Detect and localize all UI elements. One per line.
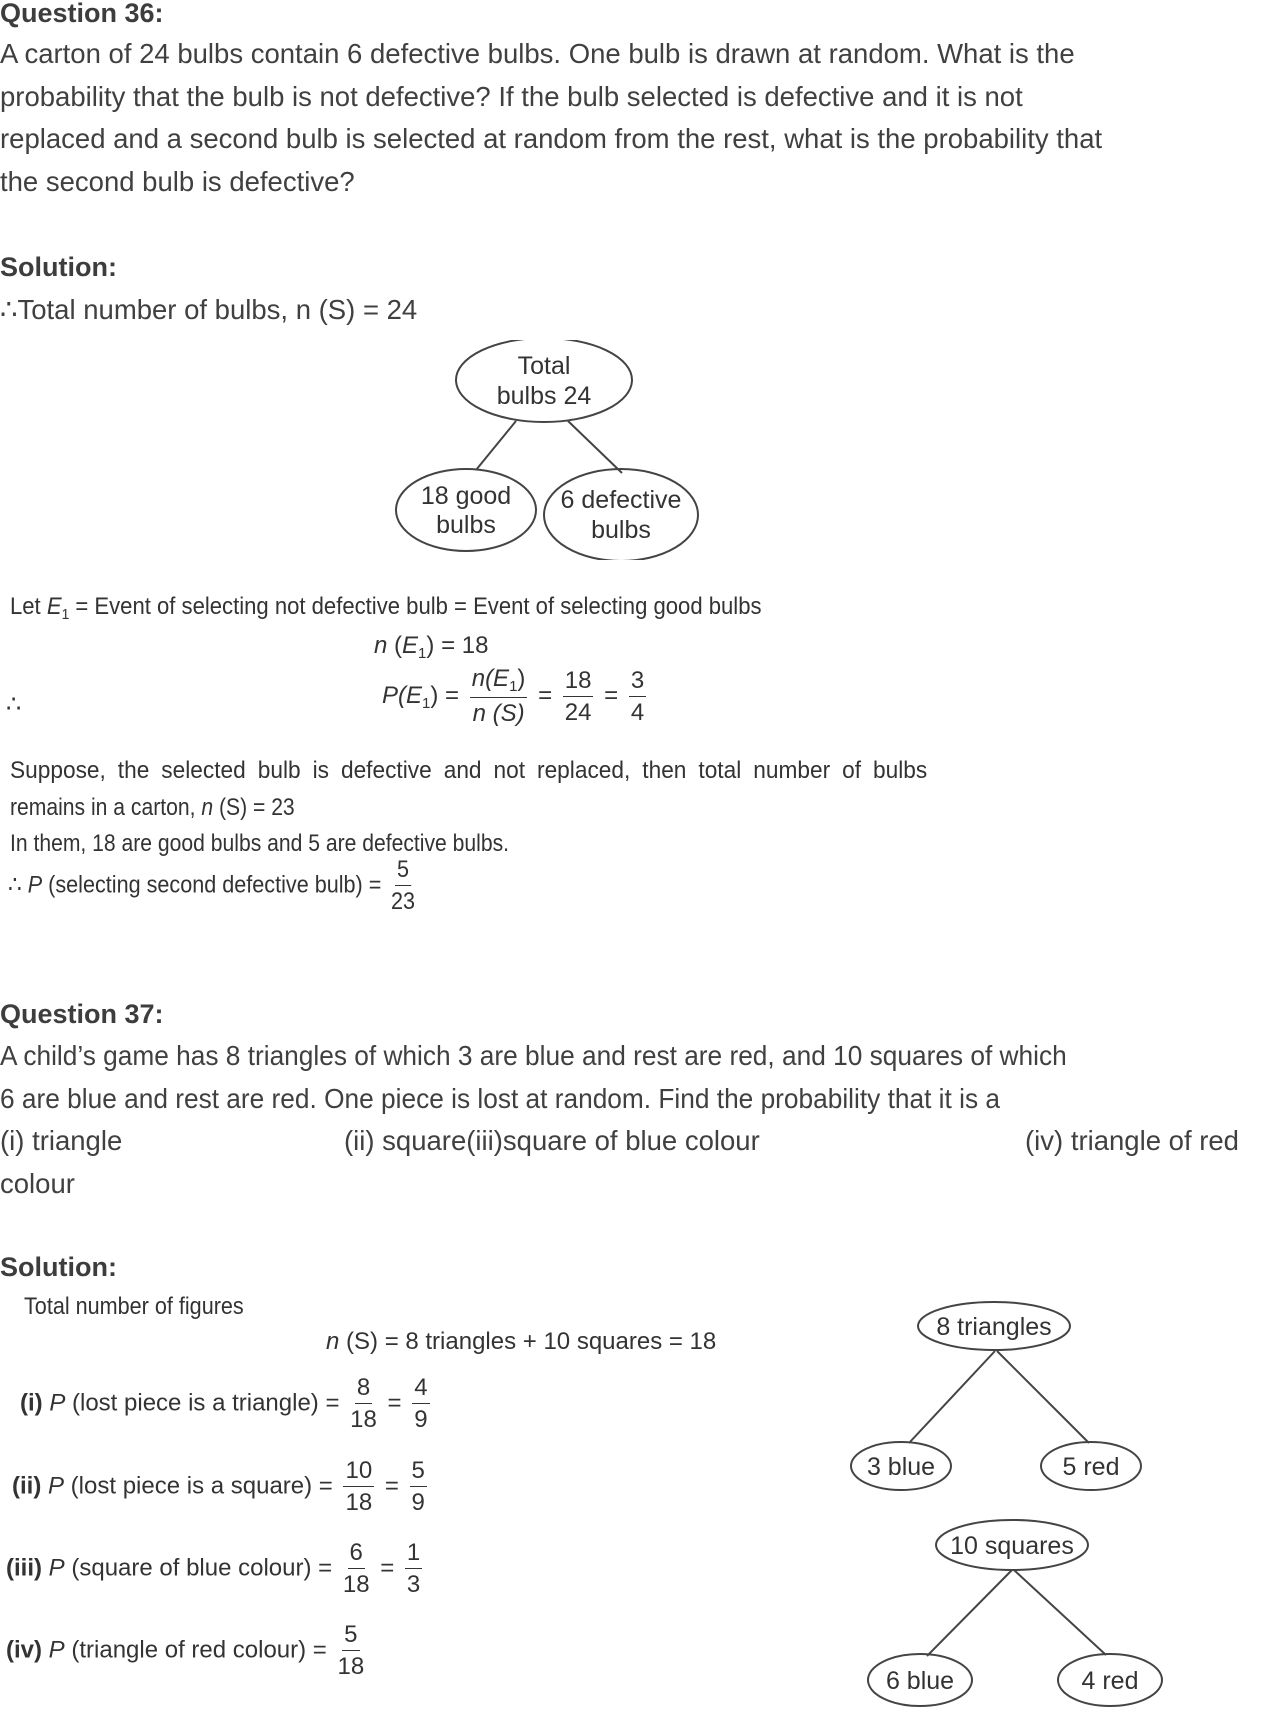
in-them-line: In them, 18 are good bulbs and 5 are defective bulbs. [10,830,510,857]
question-37-text-line: A child’s game has 8 triangles of which 3 are blue and rest are red, and 10 squares of which [0,1040,1067,1071]
question-36-text-line: the second bulb is defective? [0,166,355,197]
total-figures-label: Total number of figures [24,1293,244,1320]
fraction: $\frac{18}{24}$ [564,666,592,726]
second-defective-probability: ∴ P (selecting second defective bulb) = $\frac{5}{23}$ [8,856,416,915]
question-36-text-line: A carton of 24 bulbs contain 6 defective bulbs. One bulb is drawn at random. What is the [0,38,1075,69]
question-37-heading: Question 37: [0,999,164,1029]
question-36-heading: Question 36: [0,0,164,28]
defective-node-label: 6 defective [560,486,682,514]
therefore-symbol: ∴ [6,691,22,718]
triangles-root-label: 8 triangles [936,1313,1052,1341]
suppose-line: Suppose, the selected bulb is defective and not replaced, then total number of bulbs [10,757,928,784]
triangles-blue-label: 3 blue [866,1453,936,1481]
squares-red-label: 4 red [1081,1667,1139,1695]
part-i-equation: (i) P (lost piece is a triangle) = $\frac{8}{18}$ = $\frac{4}{9}$ [20,1374,428,1433]
root-node-label: bulbs 24 [496,382,592,410]
triangles-red-label: 5 red [1062,1453,1120,1481]
part-ii-equation: (ii) P (lost piece is a square) = $\frac{10}{18}$ = $\frac{5}{9}$ [12,1457,425,1516]
defective-node-label: bulbs [591,516,651,544]
squares-root-label: 10 squares [950,1532,1074,1560]
fraction: $\frac{3}{4}$ [630,666,645,726]
squares-tree-diagram [845,1515,1165,1723]
solution-37-heading: Solution: [0,1252,117,1282]
good-node-label: 18 good [420,482,512,510]
total-bulbs-line: ∴Total number of bulbs, n (S) = 24 [0,294,418,325]
let-e1-definition: Let $E_1$ = Event of selecting not defective bulb = Event of selecting good bulbs [10,593,762,623]
option-ii-iii: (ii) square(iii)square of blue colour [344,1125,760,1156]
triangles-tree-diagram [845,1295,1145,1495]
squares-blue-label: 6 blue [885,1667,955,1695]
root-node-label: Total [517,352,571,380]
ns-equation: n (S) = 8 triangles + 10 squares = 18 [326,1328,717,1355]
question-36-text-line: replaced and a second bulb is selected at random from the rest, what is the probability that [0,123,1103,154]
remains-line: remains in a carton, n (S) = 23 [10,794,295,821]
fraction: $\frac{5}{23}$ [390,856,416,915]
fraction: $\frac{n(E_1)}{n (S)}$ [471,665,526,727]
question-37-text-line: 6 are blue and rest are red. One piece is lost at random. Find the probability that it is a [0,1083,1000,1114]
solution-36-heading: Solution: [0,252,117,282]
option-iv: (iv) triangle of red [1025,1125,1239,1156]
option-i: (i) triangle [0,1125,123,1156]
part-iii-equation: (iii) P (square of blue colour) = $\frac{6}{18}$ = $\frac{1}{3}$ [6,1539,421,1598]
question-36-text-line: probability that the bulb is not defective? If the bulb selected is defective and it is not [0,81,1023,112]
n-e1-equation: n $(E_1) = 18$ [374,632,489,662]
good-node-label: bulbs [436,511,496,539]
bulbs-tree-diagram [390,340,710,560]
p-e1-equation: $P(E_1)$ = $\frac{n(E_1)}{n (S)}$ = $\frac{18}{24}$ = $\frac{3}{4}$ [382,665,645,727]
option-iv-continued: colour [0,1168,75,1199]
part-iv-equation: (iv) P (triangle of red colour) = $\frac{5}{18}$ [6,1621,365,1680]
